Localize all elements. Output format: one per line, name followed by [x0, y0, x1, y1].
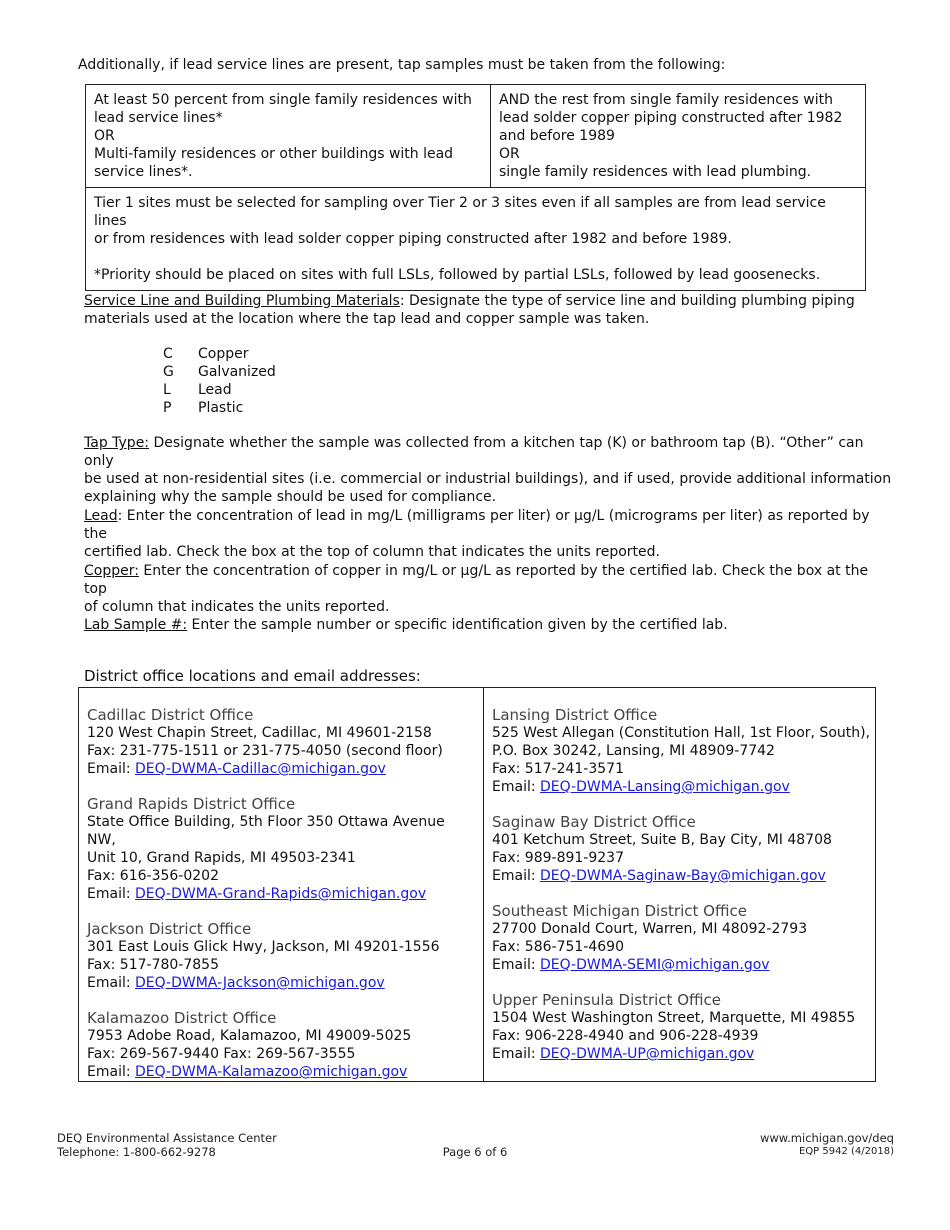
footer-org: DEQ Environmental Assistance Center	[57, 1131, 277, 1145]
sites-right-line: AND the rest from single family residences with	[499, 92, 833, 108]
office-line: 27700 Donald Court, Warren, MI 48092-2793	[492, 921, 808, 937]
sites-left-cell	[86, 85, 491, 188]
email-label: Email:	[492, 1046, 541, 1062]
lead-heading: Lead	[84, 508, 118, 524]
material-code: P	[163, 400, 172, 416]
tap-type-text: Designate whether the sample was collected from a kitchen tap (K) or bathroom tap (B). “Other” can only	[84, 435, 864, 469]
office-line: Fax: 989-891-9237	[492, 850, 624, 866]
office-kalamazoo	[87, 1009, 477, 1081]
email-link-jackson[interactable]: DEQ-DWMA-Jackson@michigan.gov	[135, 975, 385, 991]
footer-right	[760, 1131, 894, 1159]
column-divider	[483, 688, 484, 1081]
office-line: 401 Ketchum Street, Suite B, Bay City, MI 48708	[492, 832, 832, 848]
sites-left-line: At least 50 percent from single family residences with	[94, 92, 472, 108]
office-name: Lansing District Office	[492, 706, 658, 724]
material-code: G	[163, 364, 174, 380]
office-line: P.O. Box 30242, Lansing, MI 48909-7742	[492, 743, 775, 759]
office-name: Grand Rapids District Office	[87, 795, 296, 813]
email-label: Email:	[492, 957, 541, 973]
list-item	[163, 363, 276, 381]
office-line: Fax: 269-567-9440 Fax: 269-567-3555	[87, 1046, 356, 1062]
footer-website: www.michigan.gov/deq	[759, 1131, 894, 1145]
lab-sample-text: Enter the sample number or specific identification given by the certified lab.	[187, 617, 728, 633]
intro-text: Additionally, if lead service lines are present, tap samples must be taken from the following:	[78, 57, 726, 73]
office-line: 7953 Adobe Road, Kalamazoo, MI 49009-5025	[87, 1028, 412, 1044]
footer-form-number: EQP 5942 (4/2018)	[798, 1146, 894, 1157]
office-line: 301 East Louis Glick Hwy, Jackson, MI 49201-1556	[87, 939, 440, 955]
service-line-heading: Service Line and Building Plumbing Materials	[84, 293, 400, 309]
email-link-semi[interactable]: DEQ-DWMA-SEMI@michigan.gov	[540, 957, 770, 973]
service-line-text: : Designate the type of service line and building plumbing piping	[399, 293, 855, 309]
office-line: Fax: 517-241-3571	[492, 761, 624, 777]
office-southeast-michigan	[492, 902, 872, 974]
office-line: Fax: 906-228-4940 and 906-228-4939	[492, 1028, 759, 1044]
office-grand-rapids	[87, 795, 477, 903]
sites-right-line: lead solder copper piping constructed after 1982	[499, 110, 843, 126]
copper-text: of column that indicates the units reported.	[84, 599, 390, 615]
office-jackson	[87, 920, 477, 992]
list-item	[163, 399, 276, 417]
sampling-sites-table	[85, 84, 866, 291]
district-column-left	[87, 706, 477, 1098]
sites-left-line: Multi-family residences or other buildings with lead	[94, 146, 454, 162]
email-label: Email:	[492, 868, 541, 884]
tap-type-section	[84, 434, 894, 506]
tier-note-line: Tier 1 sites must be selected for sampling over Tier 2 or 3 sites even if all samples are from lead service lines	[94, 195, 826, 229]
office-lansing	[492, 706, 872, 796]
email-link-kalamazoo[interactable]: DEQ-DWMA-Kalamazoo@michigan.gov	[135, 1064, 408, 1080]
sites-left-line: OR	[94, 128, 115, 144]
material-label: Copper	[198, 346, 249, 362]
office-name: Southeast Michigan District Office	[492, 902, 747, 920]
copper-heading: Copper:	[84, 563, 139, 579]
email-label: Email:	[87, 1064, 136, 1080]
lab-sample-heading: Lab Sample #:	[84, 617, 188, 633]
district-offices-title: District office locations and email addresses:	[84, 667, 421, 685]
page-number: Page 6 of 6	[442, 1145, 508, 1159]
sites-right-cell	[491, 85, 866, 188]
office-line: 525 West Allegan (Constitution Hall, 1st Floor, South),	[492, 725, 871, 741]
office-line: State Office Building, 5th Floor 350 Ottawa Avenue NW,	[87, 814, 445, 848]
office-name: Kalamazoo District Office	[87, 1009, 277, 1027]
copper-section	[84, 562, 894, 616]
lead-text: : Enter the concentration of lead in mg/L (milligrams per liter) or µg/L (micrograms per liter) as reported by the	[84, 508, 870, 542]
material-label: Galvanized	[198, 364, 276, 380]
tap-type-heading: Tap Type:	[84, 435, 150, 451]
office-cadillac	[87, 706, 477, 778]
office-line: 1504 West Washington Street, Marquette, MI 49855	[492, 1010, 856, 1026]
service-line-text: materials used at the location where the tap lead and copper sample was taken.	[84, 311, 650, 327]
list-item	[163, 381, 276, 399]
material-code-list	[163, 345, 276, 417]
sites-right-line: single family residences with lead plumbing.	[499, 164, 812, 180]
office-name: Saginaw Bay District Office	[492, 813, 696, 831]
material-label: Plastic	[198, 400, 244, 416]
sites-right-line: OR	[499, 146, 520, 162]
office-name: Cadillac District Office	[87, 706, 254, 724]
office-line: Fax: 616-356-0202	[87, 868, 219, 884]
email-link-grand-rapids[interactable]: DEQ-DWMA-Grand-Rapids@michigan.gov	[135, 886, 427, 902]
material-code: C	[163, 346, 173, 362]
material-code: L	[163, 382, 171, 398]
office-line: Fax: 586-751-4690	[492, 939, 624, 955]
email-link-cadillac[interactable]: DEQ-DWMA-Cadillac@michigan.gov	[135, 761, 386, 777]
tap-type-text: be used at non-residential sites (i.e. commercial or industrial buildings), and if used, provide additional information	[84, 471, 892, 487]
office-line: Fax: 231-775-1511 or 231-775-4050 (second floor)	[87, 743, 443, 759]
email-label: Email:	[87, 886, 136, 902]
office-line: 120 West Chapin Street, Cadillac, MI 49601-2158	[87, 725, 432, 741]
tier-note-line: or from residences with lead solder copper piping constructed after 1982 and before 1989.	[94, 231, 732, 247]
office-upper-peninsula	[492, 991, 872, 1063]
sites-note-cell	[86, 188, 866, 291]
office-line: Unit 10, Grand Rapids, MI 49503-2341	[87, 850, 356, 866]
tap-type-text: explaining why the sample should be used for compliance.	[84, 489, 497, 505]
email-label: Email:	[87, 761, 136, 777]
lead-text: certified lab. Check the box at the top of column that indicates the units reported.	[84, 544, 660, 560]
email-label: Email:	[492, 779, 541, 795]
sites-left-line: service lines*.	[94, 164, 193, 180]
office-name: Jackson District Office	[87, 920, 252, 938]
sites-left-line: lead service lines*	[94, 110, 223, 126]
lead-section	[84, 507, 894, 561]
footer-phone: Telephone: 1-800-662-9278	[57, 1145, 216, 1159]
sites-right-line: and before 1989	[499, 128, 615, 144]
material-label: Lead	[198, 382, 232, 398]
office-saginaw-bay	[492, 813, 872, 885]
copper-text: Enter the concentration of copper in mg/L or µg/L as reported by the certified lab. Check the box at the top	[84, 563, 869, 597]
email-link-saginaw-bay[interactable]: DEQ-DWMA-Saginaw-Bay@michigan.gov	[540, 868, 826, 884]
office-line: Fax: 517-780-7855	[87, 957, 219, 973]
lab-sample-section	[84, 616, 894, 634]
district-column-right	[492, 706, 872, 1080]
office-name: Upper Peninsula District Office	[492, 991, 721, 1009]
email-link-lansing[interactable]: DEQ-DWMA-Lansing@michigan.gov	[540, 779, 790, 795]
priority-note: *Priority should be placed on sites with full LSLs, followed by partial LSLs, followed by lead goosenecks.	[94, 267, 821, 283]
service-line-section	[84, 292, 894, 328]
district-offices-table	[78, 687, 876, 1082]
email-label: Email:	[87, 975, 136, 991]
email-link-up[interactable]: DEQ-DWMA-UP@michigan.gov	[540, 1046, 755, 1062]
list-item	[163, 345, 276, 363]
